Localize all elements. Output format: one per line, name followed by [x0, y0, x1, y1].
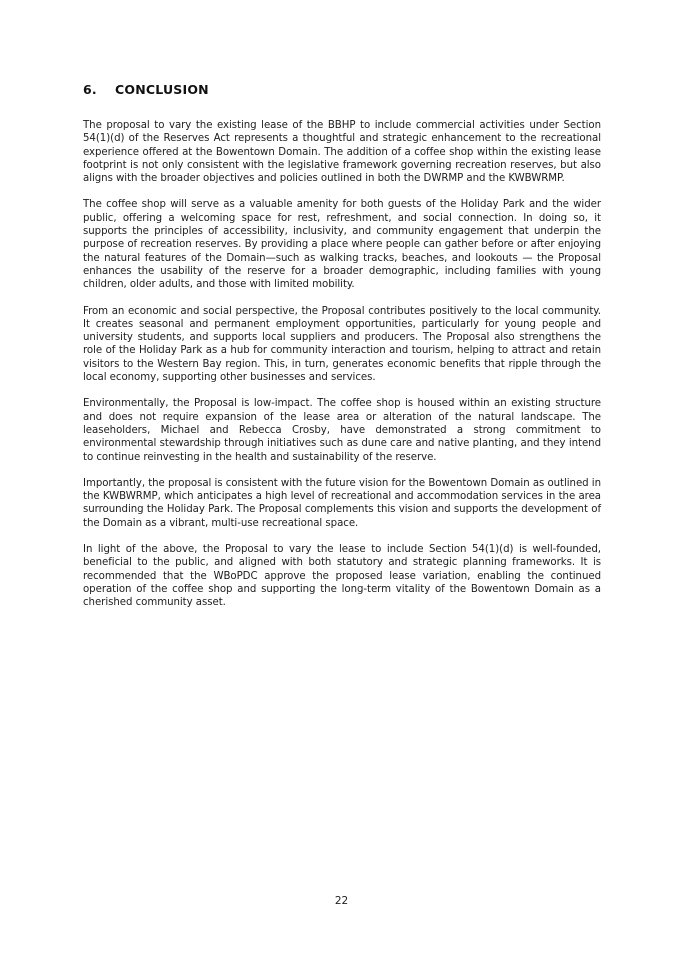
paragraph-intro: The proposal to vary the existing lease of the BBHP to include commercial activities under Section 54(1)(d) of the Reserves Act represents a thoughtful and strategic enhancement to the recreational experience offered at the Bowentown Domain. The addition of a coffee shop within the existing lease footprint is not only consistent with the legislative framework governing recreation reserves, but also aligns with the broader objectives and policies outlined in both the DWRMP and the KWBWRMP. — [83, 120, 601, 185]
document-body — [83, 119, 601, 623]
paragraph-amenity: The coffee shop will serve as a valuable amenity for both guests of the Holiday Park and the wider public, offering a welcoming space for rest, refreshment, and social connection. In doing so, it supports the principles of accessibility, inclusivity, and community engagement that underpin the purpose of recreation reserves. By providing a place where people can gather before or after enjoying the natural features of the Domain—such as walking tracks, beaches, and lookouts — the Proposal enhances the usability of the reserve for a broader demographic, including families with young children, older adults, and those with limited mobility. — [83, 199, 601, 291]
page-number: 22 — [334, 895, 349, 907]
paragraph-economic: From an economic and social perspective, the Proposal contributes positively to the local community. It creates seasonal and permanent employment opportunities, particularly for young people and university students, and supports local suppliers and producers. The Proposal also strengthens the role of the Holiday Park as a hub for community interaction and tourism, helping to attract and retain visitors to the Western Bay region. This, in turn, generates economic benefits that ripple through the local economy, supporting other businesses and services. — [83, 305, 601, 384]
section-heading — [83, 82, 603, 97]
paragraph-environmental: Environmentally, the Proposal is low-impact. The coffee shop is housed within an existing structure and does not require expansion of the lease area or alteration of the natural landscape. The leaseholders, Michael and Rebecca Crosby, have demonstrated a strong commitment to environmental stewardship through initiatives such as dune care and native planting, and they intend to continue reinvesting in the health and sustainability of the reserve. — [83, 398, 601, 463]
paragraph-recommendation: In light of the above, the Proposal to vary the lease to include Section 54(1)(d) is well-founded, beneficial to the public, and aligned with both statutory and strategic planning frameworks. It is recommended that the WBoPDC approve the proposed lease variation, enabling the continued operation of the coffee shop and supporting the long-term vitality of the Bowentown Domain as a cherished community asset. — [83, 544, 601, 609]
section-number: 6. — [83, 82, 97, 97]
section-title: CONCLUSION — [115, 82, 209, 97]
paragraph-future-vision: Importantly, the proposal is consistent with the future vision for the Bowentown Domain as outlined in the KWBWRMP, which anticipates a high level of recreational and accommodation services in the area surrounding the Holiday Park. The Proposal complements this vision and supports the development of the Domain as a vibrant, multi-use recreational space. — [83, 477, 601, 529]
